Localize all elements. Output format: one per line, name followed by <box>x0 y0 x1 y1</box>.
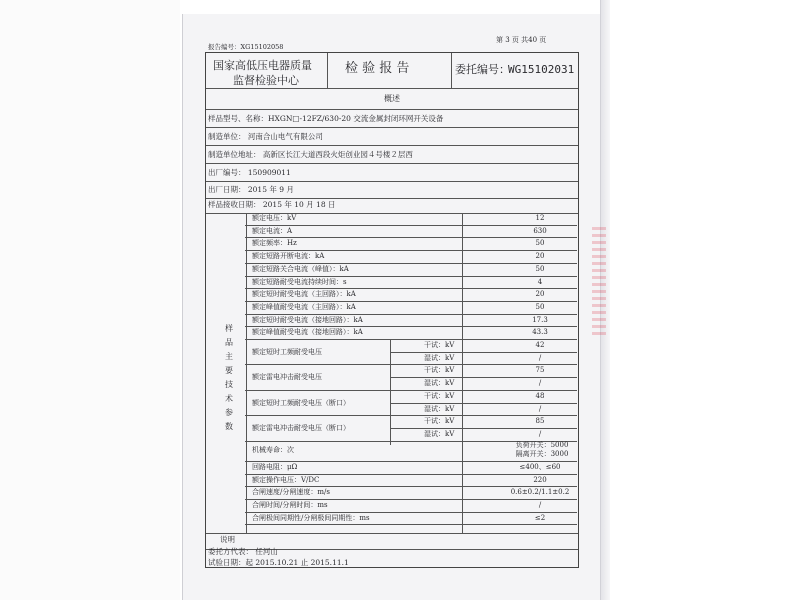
param-value: ≤2 <box>534 513 546 522</box>
row-divider <box>245 225 577 226</box>
divider <box>206 127 578 128</box>
org-name-line2: 监督检验中心 <box>233 74 299 87</box>
param-value: ≤400、≤60 <box>519 462 561 471</box>
row-divider <box>245 512 577 513</box>
voltage-param-name: 额定雷电冲击耐受电压 <box>252 373 322 382</box>
param-name: 额定峰值耐受电流（接地回路）：kA <box>252 328 363 337</box>
binder-background <box>0 0 180 600</box>
divider <box>206 145 578 146</box>
dry-test-label: 干试：kV <box>424 341 455 349</box>
param-value: 50 <box>535 239 545 248</box>
params-section-label: 样品主要技术参数 <box>225 324 233 431</box>
divider <box>390 340 391 445</box>
param-value: 220 <box>533 475 547 484</box>
dry-test-label: 干试：kV <box>424 366 455 375</box>
divider <box>327 53 328 88</box>
row-divider <box>390 352 577 353</box>
divider <box>462 213 463 533</box>
param-name: 额定峰值耐受电流（主回路）：kA <box>252 302 356 311</box>
divider <box>206 109 578 110</box>
row-divider <box>245 250 577 251</box>
row-divider <box>245 314 577 315</box>
row-divider <box>245 415 577 416</box>
dry-test-value: 42 <box>535 341 545 349</box>
param-name: 回路电阻：μΩ <box>252 462 298 471</box>
param-name: 合闸时间/分闸时间：ms <box>252 501 328 510</box>
row-divider <box>390 428 577 429</box>
param-value: 17.3 <box>532 315 548 324</box>
param-value: 12 <box>535 214 545 222</box>
dry-test-label: 干试：kV <box>424 391 455 400</box>
manufacturer: 制造单位： 河南合山电气有限公司 <box>208 132 323 141</box>
param-value: 43.3 <box>532 328 548 337</box>
wet-test-value: / <box>538 379 542 388</box>
report-title: 检 验 报 告 <box>345 61 410 76</box>
divider <box>206 163 578 164</box>
param-value: 20 <box>535 290 545 299</box>
dry-test-value: 75 <box>535 366 545 375</box>
commission-label: 委托编号： <box>455 63 510 76</box>
received-date: 样品接收日期： 2015 年 10 月 18 日 <box>208 200 336 209</box>
divider <box>206 198 578 199</box>
param-name: 合闸速度/分闸速度：m/s <box>252 488 330 497</box>
divider <box>246 213 247 533</box>
section-title: 概述 <box>384 94 400 103</box>
row-divider <box>245 276 577 277</box>
wet-test-label: 湿试：kV <box>424 429 455 438</box>
dry-test-value: 48 <box>535 391 545 400</box>
row-divider <box>245 339 577 340</box>
param-name: 额定短路耐受电流持续时间：s <box>252 277 347 286</box>
production-date: 出厂日期： 2015 年 9 月 <box>208 185 294 194</box>
test-date: 试验日期：起 2015.10.21 止 2015.11.1 <box>208 558 349 567</box>
param-name: 额定操作电压：V/DC <box>252 475 320 484</box>
param-value: / <box>538 501 542 510</box>
param-name: 额定电压：kV <box>252 214 297 222</box>
row-divider <box>245 461 577 462</box>
row-divider <box>390 377 577 378</box>
wet-test-value: / <box>538 404 542 413</box>
row-divider <box>245 390 577 391</box>
wet-test-value: / <box>538 429 542 438</box>
row-divider <box>245 263 577 264</box>
row-divider <box>245 499 577 500</box>
param-name: 额定频率：Hz <box>252 239 297 248</box>
param-value: 4 <box>537 277 543 286</box>
serial-number: 出厂编号： 150909011 <box>208 168 291 177</box>
mech-life-load-switch: 负荷开关：5000 <box>515 440 569 449</box>
row-divider <box>390 403 577 404</box>
param-name: 额定短路开断电流：kA <box>252 252 325 261</box>
commission-number: WG15102031 <box>508 63 575 76</box>
row-divider <box>245 474 577 475</box>
divider <box>451 53 452 88</box>
divider <box>206 181 578 182</box>
param-value: 0.6±0.2/1.1±0.2 <box>510 488 570 497</box>
mech-life-name: 机械寿命：次 <box>252 445 294 454</box>
row-divider <box>245 301 577 302</box>
dry-test-value: 85 <box>535 417 545 426</box>
param-name: 额定短路关合电流（峰值）：kA <box>252 264 349 273</box>
wet-test-label: 湿试：kV <box>424 379 455 388</box>
voltage-param-name: 额定短时工频耐受电压 <box>252 348 322 356</box>
param-value: 20 <box>535 252 545 261</box>
param-value: 50 <box>535 264 545 273</box>
page-number: 第 3 页 共40 页 <box>496 36 547 44</box>
sample-model: 样品型号、名称：HXGN□-12FZ/630-20 交流金属封闭环网开关设备 <box>208 114 444 123</box>
org-name-line1: 国家高低压电器质量 <box>213 59 312 72</box>
divider <box>206 533 578 534</box>
param-value: 50 <box>535 302 545 311</box>
param-name: 额定电流：A <box>252 226 293 235</box>
wet-test-value: / <box>538 353 542 362</box>
divider <box>206 88 578 89</box>
dry-test-label: 干试：kV <box>424 417 455 426</box>
wet-test-label: 湿试：kV <box>424 353 455 362</box>
mech-life-isolator: 隔离开关：3000 <box>515 449 569 458</box>
report-number: 报告编号：XG15102058 <box>208 43 284 51</box>
param-name: 合闸极间同期性/分闸极间同期性：ms <box>252 513 370 522</box>
manufacturer-address: 制造单位地址： 高新区长江大道西段火炬创业园４号楼２层西 <box>208 150 413 159</box>
wet-test-label: 湿试：kV <box>424 404 455 413</box>
param-name: 额定短时耐受电流（主回路）：kA <box>252 290 356 299</box>
client-representative: 委托方代表： 任河山 <box>208 547 278 556</box>
row-divider <box>245 524 577 525</box>
voltage-param-name: 额定短时工频耐受电压（断口） <box>252 398 350 407</box>
param-name: 额定短时耐受电流（接地回路）：kA <box>252 315 363 324</box>
param-value: 630 <box>533 226 547 235</box>
note-label: 说明 <box>220 535 235 544</box>
voltage-param-name: 额定雷电冲击耐受电压（断口） <box>252 424 350 433</box>
row-divider <box>245 364 577 365</box>
